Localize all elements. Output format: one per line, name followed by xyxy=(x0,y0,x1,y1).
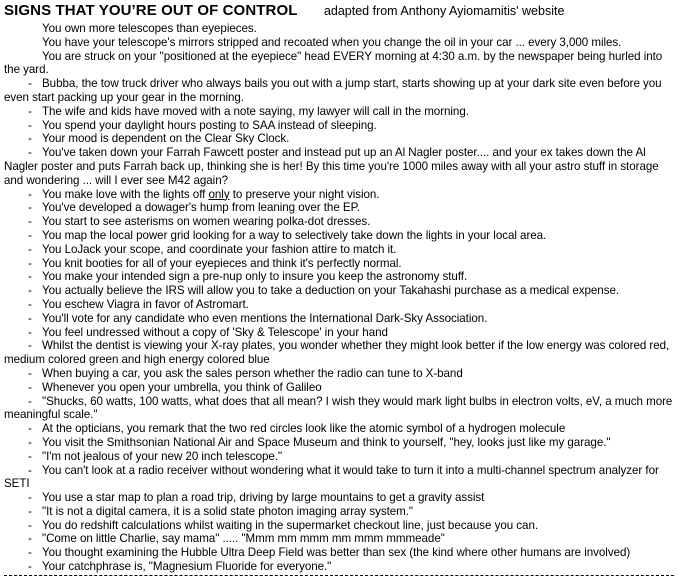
list-marker: - xyxy=(28,228,32,242)
list-item xyxy=(4,50,674,78)
list-item-text: At the opticians, you remark that the two red circles look like the atomic symbol of a hydrogen molecule xyxy=(42,422,566,436)
list-item-text: Your mood is dependent on the Clear Sky Clock. xyxy=(42,132,290,146)
list-item-text: "Shucks, 60 watts, 100 watts, what does that all mean? I wish they would mark light bulbs in electron volts, eV, a much more meaningful scale." xyxy=(4,394,673,422)
list-item xyxy=(4,450,674,464)
list-marker: - xyxy=(28,297,32,311)
list-item xyxy=(4,312,674,326)
page-title: SIGNS THAT YOU’RE OUT OF CONTROL xyxy=(4,2,298,19)
list-item xyxy=(4,201,674,215)
list-item xyxy=(4,22,674,36)
document-header xyxy=(4,2,674,22)
list-marker: - xyxy=(28,504,32,518)
list-item-text: You are struck on your "positioned at the eyepiece" head EVERY morning at 4:30 a.m. by the newspaper being hurled into the yard. xyxy=(4,49,663,77)
list-item-text: Whilst the dentist is viewing your X-ray plates, you wonder whether they might look better if the low energy was colored red, medium colored green and high energy colored blue xyxy=(4,339,670,367)
list-item-text: You map the local power grid looking for a way to selectively take down the lights in your local area. xyxy=(42,228,547,242)
list-item xyxy=(4,381,674,395)
list-item-text: You LoJack your scope, and coordinate your fashion attire to match it. xyxy=(42,242,397,256)
list-item xyxy=(4,532,674,546)
list-item-text: You use a star map to plan a road trip, driving by large mountains to get a gravity assist xyxy=(42,491,485,505)
list-item-text: When buying a car, you ask the sales person whether the radio can tune to X-band xyxy=(42,366,463,380)
list-item xyxy=(4,298,674,312)
list-item-text: You've taken down your Farrah Fawcett poster and instead put up an Al Nagler poster.... and your ex takes down the Al Nagler poster and puts Farrah back up, thinking she is her! By this time you're 1000 miles away with all your astro stuff in storage and wondering ... will I ever see M42 again? xyxy=(4,146,659,187)
list-marker: - xyxy=(28,518,32,532)
list-marker: - xyxy=(28,215,32,229)
list-item xyxy=(4,188,674,202)
dashed-divider xyxy=(4,575,674,576)
list-item-text: Your catchphrase is, "Magnesium Fluoride for everyone." xyxy=(42,560,332,574)
list-marker: - xyxy=(28,339,32,353)
list-item-text: You've developed a dowager's hump from leaning over the EP. xyxy=(42,201,360,215)
list-item-text: Whenever you open your umbrella, you think of Galileo xyxy=(42,380,322,394)
list-item-text: You start to see asterisms on women wearing polka-dot dresses. xyxy=(42,215,371,229)
list-item-text: You visit the Smithsonian National Air and Space Museum and think to yourself, "hey, looks just like my garage." xyxy=(42,435,611,449)
list-item-text: You can't look at a radio receiver without wondering what it would take to turn it into a multi-channel spectrum analyzer for SETI xyxy=(4,463,659,491)
list-item xyxy=(4,146,674,187)
list-marker: - xyxy=(28,546,32,560)
document-page xyxy=(4,2,674,574)
list-item-text: You eschew Viagra in favor of Astromart. xyxy=(42,297,249,311)
list-item xyxy=(4,119,674,133)
list-marker: - xyxy=(28,146,32,160)
list-marker: - xyxy=(28,422,32,436)
list-item xyxy=(4,132,674,146)
list-marker: - xyxy=(28,284,32,298)
list-item xyxy=(4,560,674,574)
signs-list xyxy=(4,22,674,574)
list-item-text: You own more telescopes than eyepieces. xyxy=(42,22,257,35)
list-marker: - xyxy=(28,380,32,394)
list-marker: - xyxy=(28,256,32,270)
list-item xyxy=(4,270,674,284)
list-item-text: to preserve your night vision. xyxy=(229,187,380,201)
list-item xyxy=(4,519,674,533)
list-item xyxy=(4,229,674,243)
list-item xyxy=(4,36,674,50)
list-item xyxy=(4,105,674,119)
list-marker: - xyxy=(28,532,32,546)
list-item-text: "It is not a digital camera, it is a solid state photon imaging array system." xyxy=(42,504,413,518)
list-item xyxy=(4,505,674,519)
list-item xyxy=(4,422,674,436)
list-marker: - xyxy=(28,560,32,574)
list-item-text: You make love with the lights off xyxy=(42,187,209,201)
list-item-text: You thought examining the Hubble Ultra Deep Field was better than sex (the kind where other humans are involved) xyxy=(42,546,631,560)
list-marker: - xyxy=(28,491,32,505)
list-marker: - xyxy=(28,132,32,146)
list-item-text: You'll vote for any candidate who even mentions the International Dark-Sky Association. xyxy=(42,311,488,325)
list-item xyxy=(4,436,674,450)
list-marker: - xyxy=(28,394,32,408)
list-marker: - xyxy=(28,270,32,284)
list-item-text: "I'm not jealous of your new 20 inch telescope." xyxy=(42,449,283,463)
list-item-text: You do redshift calculations whilst waiting in the supermarket checkout line, just because you can. xyxy=(42,518,539,532)
list-item xyxy=(4,326,674,340)
list-item-text: The wife and kids have moved with a note saying, my lawyer will call in the morning. xyxy=(42,104,469,118)
list-marker: - xyxy=(28,325,32,339)
list-item-text: You feel undressed without a copy of 'Sky & Telescope' in your hand xyxy=(42,325,388,339)
list-item xyxy=(4,257,674,271)
list-marker: - xyxy=(28,463,32,477)
list-item-text: You actually believe the IRS will allow you to take a deduction on your Takahashi purchase as a medical expense. xyxy=(42,284,620,298)
list-item xyxy=(4,284,674,298)
attribution-subtitle: adapted from Anthony Ayiomamitis' website xyxy=(323,4,565,18)
list-item xyxy=(4,491,674,505)
list-marker: - xyxy=(28,118,32,132)
list-marker: - xyxy=(28,242,32,256)
underlined-word: only xyxy=(208,187,230,201)
list-marker: - xyxy=(28,187,32,201)
list-item-text: You make your intended sign a pre-nup only to insure you keep the astronomy stuff. xyxy=(42,270,468,284)
list-marker: - xyxy=(28,77,32,91)
list-marker: - xyxy=(28,311,32,325)
list-marker: - xyxy=(28,435,32,449)
list-item xyxy=(4,367,674,381)
list-item xyxy=(4,77,674,105)
list-item xyxy=(4,464,674,492)
list-item xyxy=(4,339,674,367)
list-item-text: "Come on little Charlie, say mama" ..... "Mmm mm mmm mm mmm mmmeade" xyxy=(42,532,445,546)
list-marker: - xyxy=(28,366,32,380)
list-marker: - xyxy=(28,104,32,118)
list-item-text: Bubba, the tow truck driver who always bails you out with a jump start, starts showing up at your dark site even before you even start packing up your gear in the morning. xyxy=(4,77,662,104)
list-item xyxy=(4,215,674,229)
list-marker: - xyxy=(28,201,32,215)
list-item xyxy=(4,243,674,257)
list-item-text: You knit booties for all of your eyepieces and think it's perfectly normal. xyxy=(42,256,402,270)
list-item-text: You have your telescope's mirrors stripped and recoated when you change the oil in your car ... every 3,000 miles. xyxy=(42,35,622,49)
list-marker: - xyxy=(28,449,32,463)
list-item-text: You spend your daylight hours posting to SAA instead of sleeping. xyxy=(42,118,377,132)
list-item xyxy=(4,546,674,560)
list-item xyxy=(4,395,674,423)
